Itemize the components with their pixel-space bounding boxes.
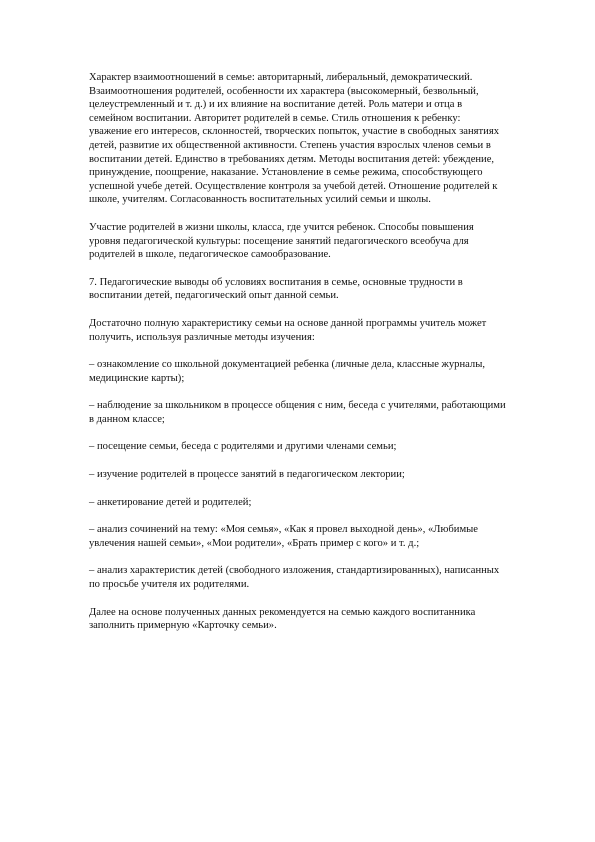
list-item-documentation: – ознакомление со школьной документацией ребенка (личные дела, классные журналы, медицинские карты); (89, 359, 485, 384)
paragraph-pedagogical-conclusions: 7. Педагогические выводы об условиях воспитания в семье, основные трудности в воспитании детей, педагогический опыт данной семьи. (89, 276, 463, 302)
paragraph-family-relations: Характер взаимоотношений в семье: авторитарный, либеральный, демократический. Взаимоотношения родителей, особенности их характера (высокомерный, безвольный, целеустремленный и т. д.) и их влияние на воспитание детей. Роль матери и отца в семейном воспитании. Авторитет родителей в семье. Стиль отношения к ребенку: уважение его интересов, склонностей, творческих попыток, участие в свободных занятиях детей, развитие их общественной активности. Степень участия взрослых членов семьи в воспитании детей. Единство в требованиях детям. Методы воспитания детей: убеждение, принуждение, поощрение, наказание. Установление в семье режима, способствующего успешной учебе детей. Осуществление контроля за учебой детей. Отношение родителей к школе, учителям. Согласованность воспитательных усилий семьи и школы. (89, 72, 500, 206)
list-item-observation: – наблюдение за школьником в процессе общения с ним, беседа с учителями, работающими в данном классе; (89, 400, 506, 425)
list-item-survey: – анкетирование детей и родителей; (89, 496, 252, 508)
paragraph-methods-intro: Достаточно полную характеристику семьи на основе данной программы учитель может получить, используя различные методы изучения: (89, 317, 487, 343)
list-item-essay-analysis: – анализ сочинений на тему: «Моя семья», «Как я провел выходной день», «Любимые увлечения нашей семьи», «Мои родители», «Брать пример с кого» и т. д.; (89, 524, 478, 549)
list-item-characteristics-analysis: – анализ характеристик детей (свободного изложения, стандартизированных), написанных по просьбе учителя их родителями. (89, 565, 500, 591)
list-item-family-visit: – посещение семьи, беседа с родителями и другими членами семьи; (89, 441, 397, 453)
paragraph-parent-participation: Участие родителей в жизни школы, класса, где учится ребенок. Способы повышения уровня педагогической культуры: посещение занятий педагогического всеобуча для родителей в школе, педагогическое самообразование. (89, 221, 474, 261)
paragraph-family-card: Далее на основе полученных данных рекомендуется на семью каждого воспитанника заполнить примерную «Карточку семьи». (89, 606, 476, 632)
document-page (89, 71, 549, 647)
list-item-parent-study: – изучение родителей в процессе занятий в педагогическом лектории; (89, 469, 405, 481)
